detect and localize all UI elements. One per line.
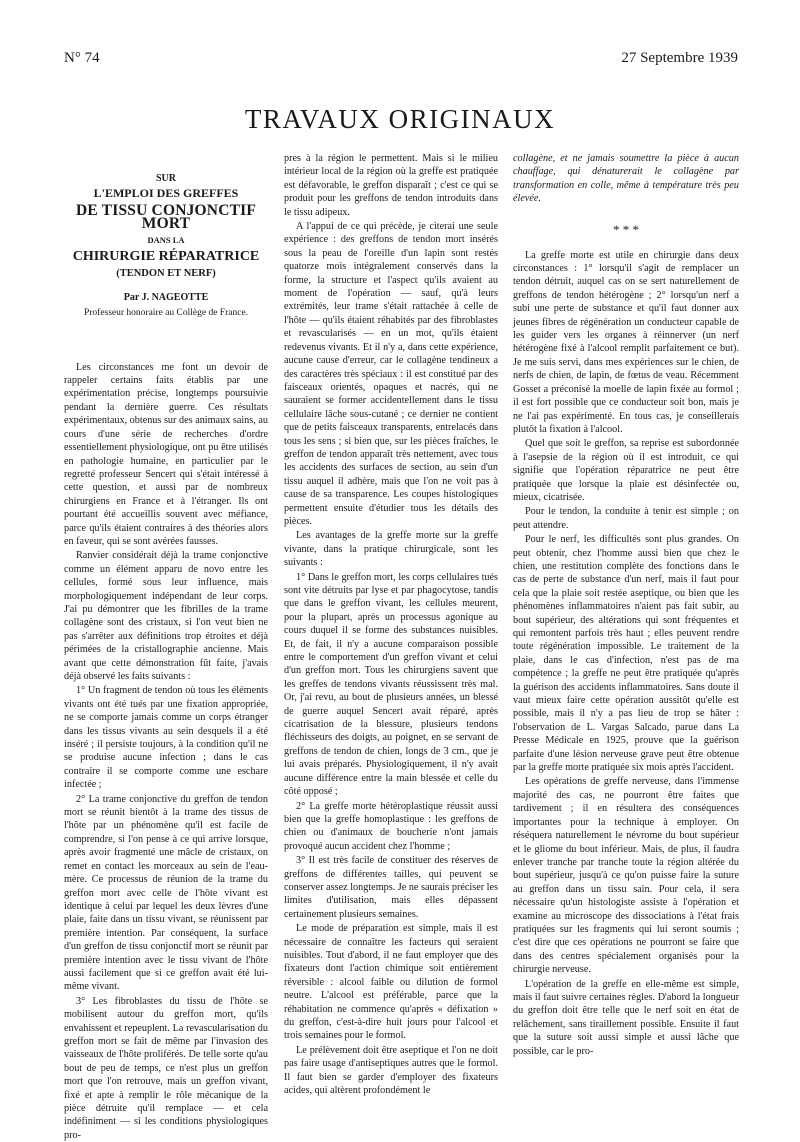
paragraph: 2° La greffe morte hétéroplastique réussit aussi bien que la greffe homoplastique : les greffons de chien ou d'animaux de boucherie n'ont jamais provoqué aucun accident chez l'homme ; [284,800,498,852]
paragraph: Les opérations de greffe nerveuse, dans l'immense majorité des cas, ne pourront être faites que tardivement ; il en résultera des conséquences importantes pour la technique à employer. On réséquera naturellement le névrome du bout supérieur et le gliome du bout inférieur. Mais, de plus, il faudra enlever tranche par tranche toute la région altérée du bout supérieur, jusqu'à ce qu'on puisse faire la suture au greffon dans un tissu sain. Pour cela, il sera nécessaire qu'un histologiste assiste à l'opération et examine au microscope des dissociations à l'état frais pratiquées sur les fragments qui lui seront soumis ; c'est dire que ces opérations ne pourront se faire que dans des centres spécialement organisés pour la chirurgie nerveuse. [513,776,739,976]
paragraph: 3° Les fibroblastes du tissu de l'hôte se mobilisent autour du greffon mort, qu'ils envahissent et repeuplent. La revascularisation du greffon mort se fait de même par l'invasion des vaisseaux de l'hôte proliférés. De telle sorte qu'au bout de peu de temps, ce n'est plus un greffon mort que l'on retrouve, mais un greffon vivant, fixé et apte à remplir le rôle mécanique de la pièce détruite qu'il remplace — et cela indéfiniment — si les conditions physiologiques pro- [64,995,268,1141]
article-subtitle: CHIRURGIE RÉPARATRICE [72,249,260,265]
paragraph: L'opération de la greffe en elle-même est simple, mais il faut suivre certaines règles. D'abord la longueur du greffon doit être telle que le nerf soit en état de relâchement, sans tiraillement possible. Ensuite il faut que la suture soit aussi simple et aussi lâche que possible, car le pro- [513,978,739,1057]
column-2 [284,152,498,1097]
paragraph: Pour le tendon, la conduite à tenir est simple ; on peut attendre. [513,506,739,531]
paragraph: 3° Il est très facile de constituer des réserves de greffons de différentes tailles, qui peuvent se conserver assez longtemps. Je ne saurais préciser les limites d'utilisation, mais elles dépassent certainement plusieurs semaines. [284,855,498,920]
paragraph: Le prélèvement doit être aseptique et l'on ne doit pas faire usage d'antiseptiques autres que le formol. Il faut bien se garder d'employer des fixateurs acides, qui altèrent profondément le [284,1044,498,1097]
article-kicker: SUR [155,173,176,184]
paragraph: A l'appui de ce qui précède, je citerai une seule expérience : des greffons de tendon mort insérés sous la peau de l'oreille d'un lapin sont restés quatorze mois intégralement conservés dans la forme, la structure et l'aspect qu'ils avaient au moment de l'opération — sauf, qu'à leurs extrémités, leur trame s'était rattachée à celle de l'hôte — qu'ils étaient réhabités par des fibroblastes et revascularisés — en un mot, qu'ils étaient redevenus vivants. Et il n'y a, dans cette expérience, aucune cause d'erreur, car le collagène tendineux a des caractères très spéciaux : il est constitué par des faisceaux orientés, opaques et nacrés, qui ne sauraient se former accidentellement dans le tissu cellulaire lâche sous-cutané ; ce dernier ne contient que de petits faisceaux transparents, entrelacés dans tous les sens ; si bien que, sur les pièces fraîches, le greffon de tendon apparaît très nettement, avec tous les accidents des surfaces de section, au sein d'un tissu auquel il adhère, mais que l'on ne voit pas à cause de sa transparence. Les coupes histologiques permettent ensuite d'étudier tous les détails des pièces. [284,221,498,527]
paragraph: 2° La trame conjonctive du greffon de tendon mort se réunit bientôt à la trame des tissus de l'hôte par un phénomène qu'il est facile de comprendre, si l'on pense à ce qui arrive lorsque, après avoir fragmenté une mâcle de cristaux, on remet en contact les morceaux au sein de l'eau-mère. Ce processus de réunion de la trame du greffon mort avec celle de l'hôte vivant est identique à celui par lequel les deux lèvres d'une plaie, faite dans un tissu vivant, se réunissent par première intention. Par conséquent, la surface d'un greffon de tissu conjonctif mort se réunit par première intention avec le tissu vivant de l'hôte aussi facilement que si ce greffon avait été lui-même vivant. [64,793,268,993]
article-title: DE TISSU CONJONCTIF MORT [75,201,257,233]
paragraph: Le mode de préparation est simple, mais il est nécessaire de connaître les facteurs qui seraient nuisibles. Tout d'abord, il ne faut employer que des fixateurs dont l'action chimique soit entièrement réversible : alcool faible ou dilution de formol neutre. L'alcool est préférable, parce que la réhabitation ne commence qu'après « défixation » du greffon, c'est-à-dire huit jours pour l'alcool et trois semaines pour le formol. [284,923,498,1042]
article-kicker-3: DANS LA [147,234,185,245]
column-3 [513,152,739,1067]
issue-number: N° 74 [64,50,100,66]
issue-date: 27 Septembre 1939 [621,50,738,66]
paragraph: pres à la région le permettent. Mais si le milieu intérieur local de la région où la greffe est pratiquée est défavorable, le greffon disparaît ; c'est ce qui se produit pour les greffons de tendon introduits dans le tissu adipeux. [284,153,498,218]
paragraph: Les circonstances me font un devoir de rappeler certains faits établis par une expérimentation précise, longtemps poursuivie pendant la dernière guerre. Ces résultats expérimentaux, obtenus sur des animaux sains, au cours d'une série de recherches d'ordre essentiellement physiologique, ont pu être utilisés en pathologie humaine, en particulier par le regretté professeur Sencert qui s'était intéressé à cette question, et aussi par de nombreux chirurgiens en France et à l'étranger. Ils ont pourtant été accueillis souvent avec méfiance, parce qu'ils étaient contraires à des théories alors en faveur, qui se sont avérées fausses. [64,361,268,547]
article-subtitle-2: (TENDON ET NERF) [116,268,216,280]
section-separator: * * * [613,221,639,237]
article-kicker-2: L'EMPLOI DES GREFFES [93,186,239,201]
running-header [64,50,738,74]
author-affiliation: Professeur honoraire au Collège de France. [83,308,249,319]
section-title: TRAVAUX ORIGINAUX [244,104,556,134]
paragraph: La greffe morte est utile en chirurgie dans deux circonstances : 1° lorsqu'il s'agit de remplacer un tendon détruit, auquel cas on se sert naturellement de greffons de tendon hétérogène ; 2° lorsqu'un nerf a subi une perte de substance et qu'il faut donner aux jeunes fibres de régénération un conducteur capable de les guider vers les organes à réinnerver (un nerf hétérogène fixé à l'alcool remplit parfaitement ce but). Je me suis servi, dans mes expériences sur le chien, de nerfs de chien, de lapin, de fœtus de veau. Récemment Gosset a préconisé la moelle de lapin fixée au formol ; il est fort possible que ce conducteur soit bon, mais je ne l'ai pas expérimenté. En tous cas, je conseillerais plutôt la fixation à l'alcool. [513,249,739,435]
paragraph: Les avantages de la greffe morte sur la greffe vivante, dans la pratique chirurgicale, sont les suivants : [284,530,498,569]
paragraph: Pour le nerf, les difficultés sont plus grandes. On peut obtenir, chez l'homme aussi bien que chez le chien, une restitution complète des fonctions dans le cas de perte de substance d'un nerf, mais il faut pour cela que la plaie soit restée aseptique, ou bien que les phénomènes inflammatoires n'aient pas fait subir, au bout supérieur, des altérations qui sont fréquentes et qui remontent parfois très haut ; elles peuvent rendre toute régénération impossible. Le traitement de la plaie, dans le cas d'infection, n'est pas de ma compétence ; la greffe ne peut être pratiquée qu'après la guérison des accidents inflammatoires. Sans doute il vaut mieux faire cette opération aussitôt qu'elle est possible, mais il n'y a pas lieu de trop se hâter : l'observation de L. Vargas Salcado, parue dans La Presse Médicale en 1925, prouve que la guérison parfaite d'une lésion nerveuse grave peut être obtenue par la greffe morte pratiquée six mois après l'accident. [513,534,739,774]
paragraph: Quel que soit le greffon, sa reprise est subordonnée à l'asepsie de la région où il est introduit, ce qui signifie que l'opération réparatrice ne peut être pratiquée que lorsque la plaie est désinfectée ou, mieux, cicatrisée. [513,438,739,503]
paragraph: collagène, et ne jamais soumettre la pièce à aucun chauffage, qui dénaturerait le collagène par transformation en colle, même à température très peu élevée. [513,153,739,205]
paragraph: 1° Dans le greffon mort, les corps cellulaires tués sont vite détruits par lyse et par phagocytose, tandis que dans le greffon vivant, les cellules meurent, pour la plupart, après un processus agonique au cours duquel il se forme des substances nuisibles. Et, de fait, il n'y a aucune comparaison possible entre le comportement d'un greffon vivant et celui d'un greffon mort. Tous les chirurgiens savent que les greffes de tendons vivants réussissent très mal. Or, j'ai revu, au bout de plusieurs années, un blessé de guerre auquel Sencert avait réparé, après cicatrisation de la blessure, plusieurs tendons fléchisseurs des doigts, au poignet, en se servant de greffons de tendon de chien, longs de 3 cm., que je lui avais préparés. Physiologiquement, il n'y avait aucune différence entre la main blessée et celle du côté opposé ; [284,571,498,798]
paragraph: 1° Un fragment de tendon où tous les éléments vivants ont été tués par une fixation appropriée, ne se comporte jamais comme un corps étranger dans les tissus vivants au sein desquels il a été inséré ; il persiste toujours, à la condition qu'il ne se produise aucune infection ; dans le cas contraire il se comporte comme une eschare infectée ; [64,685,268,791]
paragraph: Ranvier considérait déjà la trame conjonctive comme un élément apparu de novo entre les cellules, formé sous leur influence, mais morphologiquement indépendant de leur corps. J'ai pu démontrer que les fibrilles de la trame collagène sont des cristaux, si l'on veut bien ne pas s'arrêter aux définitions trop étroites et déjà périmées de la cristallographie ancienne. Mais avant que cette démonstration fût faite, j'avais déjà observé les faits suivants : [64,550,268,682]
column-1 [64,152,268,1141]
article-author: Par J. NAGEOTTE [123,291,209,303]
